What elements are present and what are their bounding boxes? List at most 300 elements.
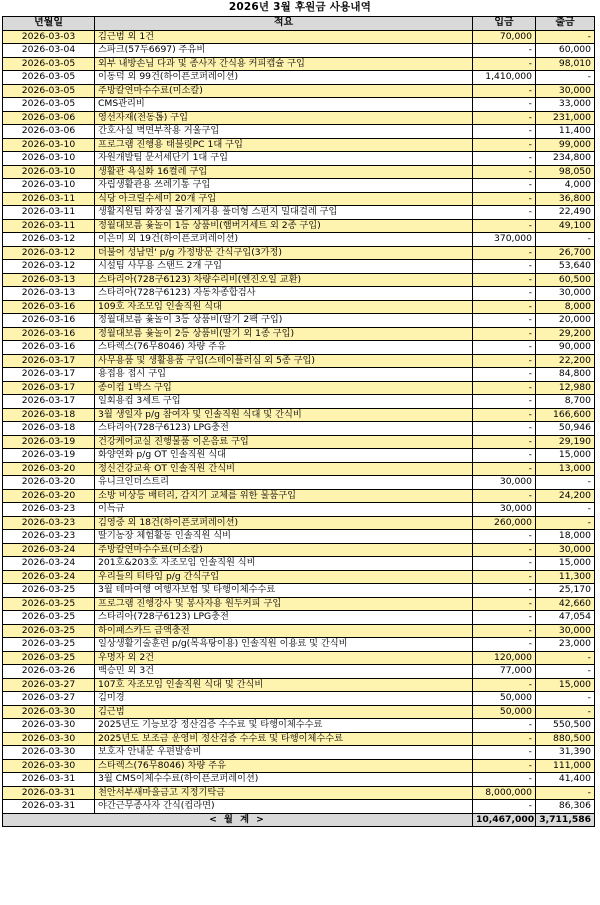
header-income: 입금 bbox=[473, 17, 536, 31]
row-expense: 166,600 bbox=[536, 408, 595, 422]
row-expense: 29,190 bbox=[536, 435, 595, 449]
row-description: 2025년도 기능보강 정산검증 수수료 및 타행이체수수료 bbox=[95, 719, 473, 733]
table-row bbox=[3, 327, 595, 341]
row-expense: 33,000 bbox=[536, 98, 595, 112]
row-expense: 30,000 bbox=[536, 84, 595, 98]
row-income: - bbox=[473, 84, 536, 98]
row-date: 2026-03-23 bbox=[3, 503, 95, 517]
row-description: 일상생활기술훈련 p/g(목욕탕이용) 인솔직원 이용료 및 간식비 bbox=[95, 638, 473, 652]
row-date: 2026-03-17 bbox=[3, 368, 95, 382]
row-description: 일회용컵 3세트 구입 bbox=[95, 395, 473, 409]
row-date: 2026-03-12 bbox=[3, 233, 95, 247]
row-income: - bbox=[473, 354, 536, 368]
row-date: 2026-03-30 bbox=[3, 746, 95, 760]
table-row bbox=[3, 800, 595, 814]
row-date: 2026-03-18 bbox=[3, 422, 95, 436]
row-description: 소방 비상등 배터리, 감지기 교체를 위한 물품구입 bbox=[95, 489, 473, 503]
row-description: 3월 생일자 p/g 참여자 및 인솔직원 식대 및 간식비 bbox=[95, 408, 473, 422]
row-expense: 4,000 bbox=[536, 179, 595, 193]
row-description: 백승민 외 3건 bbox=[95, 665, 473, 679]
row-income: - bbox=[473, 287, 536, 301]
row-description: 간호사실 벽면부착용 거울구입 bbox=[95, 125, 473, 139]
row-date: 2026-03-10 bbox=[3, 179, 95, 193]
row-description: 자립생활관용 쓰레기통 구입 bbox=[95, 179, 473, 193]
table-row bbox=[3, 219, 595, 233]
row-expense: - bbox=[536, 651, 595, 665]
row-income: - bbox=[473, 111, 536, 125]
table-row bbox=[3, 759, 595, 773]
row-income: - bbox=[473, 57, 536, 71]
row-income: 50,000 bbox=[473, 692, 536, 706]
row-income: - bbox=[473, 530, 536, 544]
table-row bbox=[3, 570, 595, 584]
row-income: - bbox=[473, 422, 536, 436]
row-income: 370,000 bbox=[473, 233, 536, 247]
row-income: - bbox=[473, 462, 536, 476]
row-expense: 26,700 bbox=[536, 246, 595, 260]
row-income: - bbox=[473, 678, 536, 692]
row-expense: - bbox=[536, 692, 595, 706]
row-income: - bbox=[473, 314, 536, 328]
row-date: 2026-03-03 bbox=[3, 30, 95, 44]
row-date: 2026-03-17 bbox=[3, 395, 95, 409]
row-date: 2026-03-05 bbox=[3, 71, 95, 85]
row-description: 스타리아(728구6123) LPG충전 bbox=[95, 422, 473, 436]
table-row bbox=[3, 516, 595, 530]
row-description: 천안서부새마을금고 지정기탁금 bbox=[95, 786, 473, 800]
page-title: 2026년 3월 후원금 사용내역 bbox=[228, 1, 372, 13]
header-expense: 출금 bbox=[536, 17, 595, 31]
row-income: 70,000 bbox=[473, 30, 536, 44]
row-description: 정월대보름 윷놀이 1등 상품비(햄버거세트 외 2종 구입) bbox=[95, 219, 473, 233]
row-date: 2026-03-16 bbox=[3, 327, 95, 341]
table-row bbox=[3, 233, 595, 247]
table-body bbox=[3, 30, 595, 813]
row-income: - bbox=[473, 395, 536, 409]
row-date: 2026-03-16 bbox=[3, 341, 95, 355]
row-expense: - bbox=[536, 476, 595, 490]
row-date: 2026-03-30 bbox=[3, 759, 95, 773]
row-date: 2026-03-12 bbox=[3, 246, 95, 260]
row-expense: 880,500 bbox=[536, 732, 595, 746]
row-description: 딸기농장 체험활동 인솔직원 식비 bbox=[95, 530, 473, 544]
row-income: - bbox=[473, 759, 536, 773]
row-date: 2026-03-30 bbox=[3, 732, 95, 746]
row-date: 2026-03-24 bbox=[3, 557, 95, 571]
table-row bbox=[3, 638, 595, 652]
row-income: - bbox=[473, 300, 536, 314]
table-row bbox=[3, 125, 595, 139]
table-row bbox=[3, 408, 595, 422]
row-income: 77,000 bbox=[473, 665, 536, 679]
row-expense: 15,000 bbox=[536, 449, 595, 463]
row-description: 식당 아크릴수세미 20개 구입 bbox=[95, 192, 473, 206]
row-description: 프로그램 진행용 태블릿PC 1대 구입 bbox=[95, 138, 473, 152]
table-row bbox=[3, 354, 595, 368]
row-description: 건강케어교실 진행물품 이온음료 구입 bbox=[95, 435, 473, 449]
table-row bbox=[3, 206, 595, 220]
table-row bbox=[3, 57, 595, 71]
row-expense: 24,200 bbox=[536, 489, 595, 503]
row-date: 2026-03-11 bbox=[3, 206, 95, 220]
row-expense: 11,400 bbox=[536, 125, 595, 139]
row-expense: 30,000 bbox=[536, 624, 595, 638]
row-date: 2026-03-25 bbox=[3, 611, 95, 625]
row-date: 2026-03-31 bbox=[3, 773, 95, 787]
row-description: 스타리아(728구6123) 차량수리비(엔진오일 교환) bbox=[95, 273, 473, 287]
row-description: 보호자 안내문 우편발송비 bbox=[95, 746, 473, 760]
row-description: 더불어 성남면' p/g 가정방문 간식구입(3가정) bbox=[95, 246, 473, 260]
table-row bbox=[3, 597, 595, 611]
table-row bbox=[3, 30, 595, 44]
row-expense: - bbox=[536, 71, 595, 85]
row-description: 사무용품 및 생활용품 구입(스테이플러심 외 5종 구입) bbox=[95, 354, 473, 368]
table-row bbox=[3, 84, 595, 98]
row-date: 2026-03-24 bbox=[3, 543, 95, 557]
table-row bbox=[3, 719, 595, 733]
table-row bbox=[3, 179, 595, 193]
row-description: 종이컵 1박스 구입 bbox=[95, 381, 473, 395]
table-row bbox=[3, 503, 595, 517]
row-date: 2026-03-13 bbox=[3, 287, 95, 301]
row-description: 107호 자조모임 인솔직원 식대 및 간식비 bbox=[95, 678, 473, 692]
row-expense: 50,946 bbox=[536, 422, 595, 436]
row-income: - bbox=[473, 597, 536, 611]
table-row bbox=[3, 273, 595, 287]
row-expense: - bbox=[536, 503, 595, 517]
row-expense: 31,390 bbox=[536, 746, 595, 760]
row-date: 2026-03-04 bbox=[3, 44, 95, 58]
table-row bbox=[3, 732, 595, 746]
table-row bbox=[3, 773, 595, 787]
row-expense: 18,000 bbox=[536, 530, 595, 544]
row-expense: - bbox=[536, 705, 595, 719]
row-income: - bbox=[473, 449, 536, 463]
row-expense: 13,000 bbox=[536, 462, 595, 476]
row-income: - bbox=[473, 125, 536, 139]
row-description: 하이패스카드 금액충전 bbox=[95, 624, 473, 638]
row-expense: - bbox=[536, 233, 595, 247]
row-expense: 8,000 bbox=[536, 300, 595, 314]
row-income: - bbox=[473, 557, 536, 571]
row-expense: 30,000 bbox=[536, 287, 595, 301]
row-description: 김미경 bbox=[95, 692, 473, 706]
row-expense: 550,500 bbox=[536, 719, 595, 733]
row-income: - bbox=[473, 98, 536, 112]
row-income: 30,000 bbox=[473, 503, 536, 517]
row-description: 자원개발팀 문서세단기 1대 구입 bbox=[95, 152, 473, 166]
row-expense: 86,306 bbox=[536, 800, 595, 814]
row-date: 2026-03-25 bbox=[3, 597, 95, 611]
row-income: - bbox=[473, 408, 536, 422]
row-income: - bbox=[473, 638, 536, 652]
row-expense: 98,010 bbox=[536, 57, 595, 71]
row-income: - bbox=[473, 341, 536, 355]
row-expense: 42,660 bbox=[536, 597, 595, 611]
header-row bbox=[3, 17, 595, 31]
row-expense: 25,170 bbox=[536, 584, 595, 598]
row-expense: - bbox=[536, 665, 595, 679]
table-row bbox=[3, 381, 595, 395]
total-expense: 3,711,586 bbox=[536, 813, 595, 827]
row-income: - bbox=[473, 260, 536, 274]
row-description: 김영중 외 18건(하이픈코퍼레이션) bbox=[95, 516, 473, 530]
row-description: 생활관 욕실화 16켤레 구입 bbox=[95, 165, 473, 179]
total-label: < 월 계 > bbox=[3, 813, 473, 827]
table-row bbox=[3, 152, 595, 166]
table-row bbox=[3, 692, 595, 706]
row-expense: - bbox=[536, 30, 595, 44]
table-row bbox=[3, 462, 595, 476]
row-income: - bbox=[473, 152, 536, 166]
table-row bbox=[3, 665, 595, 679]
table-row bbox=[3, 246, 595, 260]
row-expense: 22,490 bbox=[536, 206, 595, 220]
row-expense: 47,054 bbox=[536, 611, 595, 625]
table-row bbox=[3, 611, 595, 625]
row-income: - bbox=[473, 327, 536, 341]
row-date: 2026-03-13 bbox=[3, 273, 95, 287]
row-date: 2026-03-11 bbox=[3, 219, 95, 233]
row-expense: 53,640 bbox=[536, 260, 595, 274]
row-description: 시설팀 사무용 스탠드 2개 구입 bbox=[95, 260, 473, 274]
row-date: 2026-03-17 bbox=[3, 354, 95, 368]
row-expense: 111,000 bbox=[536, 759, 595, 773]
table-row bbox=[3, 449, 595, 463]
table-row bbox=[3, 476, 595, 490]
row-income: - bbox=[473, 165, 536, 179]
row-date: 2026-03-19 bbox=[3, 449, 95, 463]
row-date: 2026-03-23 bbox=[3, 516, 95, 530]
table-row bbox=[3, 287, 595, 301]
row-income: - bbox=[473, 179, 536, 193]
row-date: 2026-03-25 bbox=[3, 638, 95, 652]
table-row bbox=[3, 435, 595, 449]
row-date: 2026-03-17 bbox=[3, 381, 95, 395]
row-income: - bbox=[473, 368, 536, 382]
row-income: 120,000 bbox=[473, 651, 536, 665]
row-date: 2026-03-11 bbox=[3, 192, 95, 206]
donation-usage-table bbox=[2, 16, 595, 827]
row-expense: 11,300 bbox=[536, 570, 595, 584]
row-description: 김근범 bbox=[95, 705, 473, 719]
row-description: 스타리아(728구6123) LPG충전 bbox=[95, 611, 473, 625]
row-expense: 49,100 bbox=[536, 219, 595, 233]
row-description: 정신건강교육 OT 인솔직원 간식비 bbox=[95, 462, 473, 476]
row-expense: 15,000 bbox=[536, 678, 595, 692]
row-date: 2026-03-19 bbox=[3, 435, 95, 449]
row-expense: 84,800 bbox=[536, 368, 595, 382]
row-description: 정월대보름 윷놀이 3등 상품비(딸기 2팩 구입) bbox=[95, 314, 473, 328]
row-income: - bbox=[473, 624, 536, 638]
row-description: 스타렉스(76무8046) 차량 주유 bbox=[95, 759, 473, 773]
row-income: 8,000,000 bbox=[473, 786, 536, 800]
row-date: 2026-03-23 bbox=[3, 530, 95, 544]
row-description: 우리들의 티타임 p/g 간식구입 bbox=[95, 570, 473, 584]
table-row bbox=[3, 192, 595, 206]
row-description: 정월대보름 윷놀이 2등 상품비(딸기 외 1종 구입) bbox=[95, 327, 473, 341]
row-date: 2026-03-30 bbox=[3, 705, 95, 719]
header-date: 년월일 bbox=[3, 17, 95, 31]
row-expense: 36,800 bbox=[536, 192, 595, 206]
table-row bbox=[3, 543, 595, 557]
table-row bbox=[3, 489, 595, 503]
row-date: 2026-03-20 bbox=[3, 462, 95, 476]
row-date: 2026-03-06 bbox=[3, 125, 95, 139]
row-date: 2026-03-10 bbox=[3, 165, 95, 179]
row-date: 2026-03-06 bbox=[3, 111, 95, 125]
row-date: 2026-03-25 bbox=[3, 624, 95, 638]
row-income: - bbox=[473, 773, 536, 787]
table-row bbox=[3, 111, 595, 125]
row-expense: 99,000 bbox=[536, 138, 595, 152]
table-row bbox=[3, 395, 595, 409]
row-description: 외부 내방손님 다과 및 종사자 간식용 커피캡슐 구입 bbox=[95, 57, 473, 71]
row-income: - bbox=[473, 138, 536, 152]
row-expense: 15,000 bbox=[536, 557, 595, 571]
row-expense: 12,980 bbox=[536, 381, 595, 395]
row-description: 프로그램 진행강사 및 봉사자용 원두커피 구입 bbox=[95, 597, 473, 611]
row-expense: 29,200 bbox=[536, 327, 595, 341]
row-expense: 231,000 bbox=[536, 111, 595, 125]
table-row bbox=[3, 422, 595, 436]
row-date: 2026-03-05 bbox=[3, 84, 95, 98]
row-description: 스타렉스(76무8046) 차량 주유 bbox=[95, 341, 473, 355]
table-row bbox=[3, 341, 595, 355]
row-expense: - bbox=[536, 786, 595, 800]
row-income: - bbox=[473, 746, 536, 760]
row-income: - bbox=[473, 584, 536, 598]
row-date: 2026-03-12 bbox=[3, 260, 95, 274]
row-description: 야간근무종사자 간식(컵라면) bbox=[95, 800, 473, 814]
row-description: 우명자 외 2건 bbox=[95, 651, 473, 665]
row-description: 109호 자조모임 인솔직원 식대 bbox=[95, 300, 473, 314]
row-income: - bbox=[473, 44, 536, 58]
table-row bbox=[3, 260, 595, 274]
row-expense: 60,000 bbox=[536, 44, 595, 58]
row-date: 2026-03-27 bbox=[3, 678, 95, 692]
table-row bbox=[3, 705, 595, 719]
row-income: - bbox=[473, 570, 536, 584]
row-expense: 30,000 bbox=[536, 543, 595, 557]
row-description: 2025년도 보조금 운영비 정산검증 수수료 및 타행이체수수료 bbox=[95, 732, 473, 746]
row-description: 생활지원팀 화장실 물기제거용 풀더형 스펀지 밀대걸레 구입 bbox=[95, 206, 473, 220]
row-expense: 90,000 bbox=[536, 341, 595, 355]
row-description: CMS관리비 bbox=[95, 98, 473, 112]
row-description: 이동덕 외 99건(하이픈코퍼레이션) bbox=[95, 71, 473, 85]
row-description: 화양연화 p/g OT 인솔직원 식대 bbox=[95, 449, 473, 463]
table-row bbox=[3, 314, 595, 328]
row-date: 2026-03-18 bbox=[3, 408, 95, 422]
row-income: - bbox=[473, 611, 536, 625]
table-row bbox=[3, 138, 595, 152]
row-description: 이득규 bbox=[95, 503, 473, 517]
table-row bbox=[3, 71, 595, 85]
table-row bbox=[3, 678, 595, 692]
total-row bbox=[3, 813, 595, 827]
row-date: 2026-03-10 bbox=[3, 152, 95, 166]
row-expense: 22,200 bbox=[536, 354, 595, 368]
table-row bbox=[3, 530, 595, 544]
row-date: 2026-03-16 bbox=[3, 314, 95, 328]
row-description: 영선자재(전동톱) 구입 bbox=[95, 111, 473, 125]
row-income: 30,000 bbox=[473, 476, 536, 490]
row-description: 3월 테마여행 여행자보험 및 타행이체수수료 bbox=[95, 584, 473, 598]
row-income: - bbox=[473, 732, 536, 746]
row-income: - bbox=[473, 219, 536, 233]
row-date: 2026-03-27 bbox=[3, 692, 95, 706]
row-date: 2026-03-05 bbox=[3, 57, 95, 71]
row-income: - bbox=[473, 719, 536, 733]
row-date: 2026-03-25 bbox=[3, 584, 95, 598]
row-income: - bbox=[473, 381, 536, 395]
row-description: 201호&203호 자조모임 인솔직원 식비 bbox=[95, 557, 473, 571]
table-row bbox=[3, 746, 595, 760]
table-row bbox=[3, 786, 595, 800]
row-income: - bbox=[473, 800, 536, 814]
row-description: 이은미 외 19건(하이픈코퍼레이션) bbox=[95, 233, 473, 247]
table-row bbox=[3, 368, 595, 382]
table-row bbox=[3, 165, 595, 179]
row-income: - bbox=[473, 206, 536, 220]
row-income: 1,410,000 bbox=[473, 71, 536, 85]
row-income: 50,000 bbox=[473, 705, 536, 719]
table-row bbox=[3, 98, 595, 112]
total-income: 10,467,000 bbox=[473, 813, 536, 827]
row-description: 스타리아(728구6123) 자동차종합검사 bbox=[95, 287, 473, 301]
row-income: - bbox=[473, 489, 536, 503]
row-expense: 60,500 bbox=[536, 273, 595, 287]
row-date: 2026-03-20 bbox=[3, 476, 95, 490]
row-date: 2026-03-31 bbox=[3, 786, 95, 800]
table-row bbox=[3, 584, 595, 598]
row-date: 2026-03-31 bbox=[3, 800, 95, 814]
row-expense: 98,050 bbox=[536, 165, 595, 179]
row-income: - bbox=[473, 246, 536, 260]
row-description: 스파크(57두6697) 주유비 bbox=[95, 44, 473, 58]
row-income: - bbox=[473, 543, 536, 557]
row-date: 2026-03-24 bbox=[3, 570, 95, 584]
row-date: 2026-03-26 bbox=[3, 665, 95, 679]
row-date: 2026-03-25 bbox=[3, 651, 95, 665]
row-date: 2026-03-30 bbox=[3, 719, 95, 733]
row-income: - bbox=[473, 435, 536, 449]
row-description: 유니크인더스트리 bbox=[95, 476, 473, 490]
row-income: - bbox=[473, 273, 536, 287]
row-date: 2026-03-10 bbox=[3, 138, 95, 152]
row-expense: - bbox=[536, 516, 595, 530]
table-row bbox=[3, 44, 595, 58]
row-date: 2026-03-05 bbox=[3, 98, 95, 112]
row-description: 김근범 외 1건 bbox=[95, 30, 473, 44]
table-row bbox=[3, 624, 595, 638]
row-expense: 8,700 bbox=[536, 395, 595, 409]
row-expense: 23,000 bbox=[536, 638, 595, 652]
table-row bbox=[3, 300, 595, 314]
row-description: 주방칼연마수수료(미소칼) bbox=[95, 84, 473, 98]
row-expense: 41,400 bbox=[536, 773, 595, 787]
row-income: 260,000 bbox=[473, 516, 536, 530]
row-description: 주방칼연마수수료(미소칼) bbox=[95, 543, 473, 557]
row-expense: 20,000 bbox=[536, 314, 595, 328]
row-description: 용접용 접시 구입 bbox=[95, 368, 473, 382]
header-description: 적요 bbox=[95, 17, 473, 31]
row-date: 2026-03-20 bbox=[3, 489, 95, 503]
table-row bbox=[3, 557, 595, 571]
row-expense: 234,800 bbox=[536, 152, 595, 166]
row-income: - bbox=[473, 192, 536, 206]
table-row bbox=[3, 651, 595, 665]
